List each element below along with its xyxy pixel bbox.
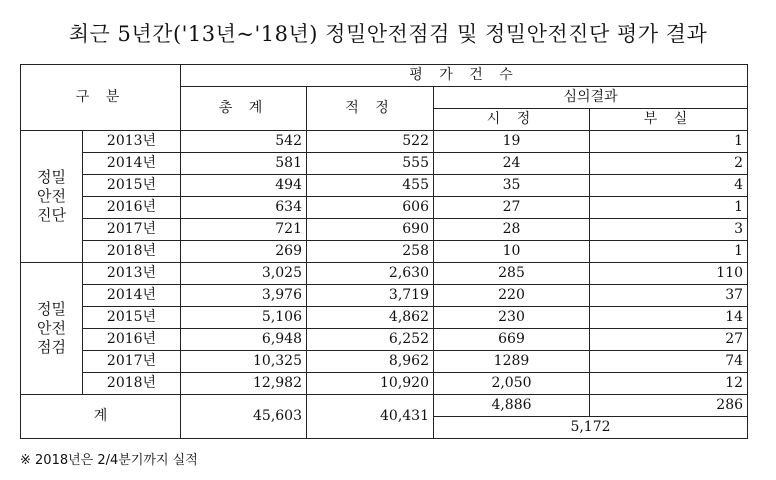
year-cell: 2016년 bbox=[83, 329, 181, 351]
total-cell: 494 bbox=[181, 175, 307, 197]
poor-cell: 110 bbox=[590, 263, 748, 285]
footnote: ※ 2018년은 2/4분기까지 실적 bbox=[20, 453, 198, 468]
poor-cell: 1 bbox=[590, 197, 748, 219]
corrected-cell: 35 bbox=[434, 175, 590, 197]
table-row bbox=[21, 263, 748, 285]
corrected-cell: 285 bbox=[434, 263, 590, 285]
header-review-result: 심의결과 bbox=[434, 87, 748, 109]
year-cell: 2017년 bbox=[83, 351, 181, 373]
page-title: 최근 5년간('13년~'18년) 정밀안전점검 및 정밀안전진단 평가 결과 bbox=[68, 22, 708, 46]
poor-cell: 1 bbox=[590, 131, 748, 153]
appropriate-cell: 555 bbox=[307, 153, 434, 175]
poor-cell: 3 bbox=[590, 219, 748, 241]
group-label-line: 진단 bbox=[37, 206, 66, 224]
year-cell: 2013년 bbox=[83, 131, 181, 153]
table-row bbox=[21, 197, 748, 219]
table-row bbox=[21, 175, 748, 197]
appropriate-cell: 522 bbox=[307, 131, 434, 153]
total-cell: 12,982 bbox=[181, 373, 307, 395]
header-corrected: 시 정 bbox=[434, 109, 590, 131]
appropriate-cell: 606 bbox=[307, 197, 434, 219]
total-cell: 10,325 bbox=[181, 351, 307, 373]
corrected-cell: 230 bbox=[434, 307, 590, 329]
corrected-cell: 10 bbox=[434, 241, 590, 263]
corrected-cell: 1289 bbox=[434, 351, 590, 373]
total-cell: 5,106 bbox=[181, 307, 307, 329]
group-label-line: 안전 bbox=[37, 187, 66, 205]
total-cell: 721 bbox=[181, 219, 307, 241]
header-division: 구 분 bbox=[21, 65, 181, 131]
poor-cell: 4 bbox=[590, 175, 748, 197]
appropriate-cell: 8,962 bbox=[307, 351, 434, 373]
group-label-line: 정밀 bbox=[37, 300, 66, 318]
sum-total: 45,603 bbox=[181, 395, 307, 439]
header-appropriate: 적 정 bbox=[307, 87, 434, 131]
evaluation-table bbox=[20, 64, 748, 439]
total-cell: 542 bbox=[181, 131, 307, 153]
group-label-line: 안전 bbox=[37, 319, 66, 337]
sum-poor: 286 bbox=[590, 395, 748, 417]
corrected-cell: 2,050 bbox=[434, 373, 590, 395]
year-cell: 2014년 bbox=[83, 285, 181, 307]
appropriate-cell: 2,630 bbox=[307, 263, 434, 285]
appropriate-cell: 258 bbox=[307, 241, 434, 263]
total-cell: 634 bbox=[181, 197, 307, 219]
poor-cell: 2 bbox=[590, 153, 748, 175]
year-cell: 2014년 bbox=[83, 153, 181, 175]
appropriate-cell: 690 bbox=[307, 219, 434, 241]
table-row bbox=[21, 241, 748, 263]
appropriate-cell: 6,252 bbox=[307, 329, 434, 351]
year-cell: 2013년 bbox=[83, 263, 181, 285]
year-cell: 2016년 bbox=[83, 197, 181, 219]
sum-review-total: 5,172 bbox=[434, 417, 748, 439]
corrected-cell: 24 bbox=[434, 153, 590, 175]
total-cell: 3,025 bbox=[181, 263, 307, 285]
corrected-cell: 27 bbox=[434, 197, 590, 219]
year-cell: 2017년 bbox=[83, 219, 181, 241]
header-eval-count: 평 가 건 수 bbox=[181, 65, 748, 87]
header-total: 총 계 bbox=[181, 87, 307, 131]
poor-cell: 1 bbox=[590, 241, 748, 263]
table-row bbox=[21, 329, 748, 351]
table-row bbox=[21, 153, 748, 175]
corrected-cell: 669 bbox=[434, 329, 590, 351]
group-label-line: 점검 bbox=[37, 338, 66, 356]
year-cell: 2018년 bbox=[83, 241, 181, 263]
appropriate-cell: 455 bbox=[307, 175, 434, 197]
table-row bbox=[21, 373, 748, 395]
group-label bbox=[21, 131, 83, 263]
poor-cell: 74 bbox=[590, 351, 748, 373]
corrected-cell: 19 bbox=[434, 131, 590, 153]
total-cell: 3,976 bbox=[181, 285, 307, 307]
sum-row bbox=[21, 395, 748, 417]
appropriate-cell: 4,862 bbox=[307, 307, 434, 329]
sum-appropriate: 40,431 bbox=[307, 395, 434, 439]
corrected-cell: 28 bbox=[434, 219, 590, 241]
header-poor: 부 실 bbox=[590, 109, 748, 131]
group-label bbox=[21, 263, 83, 395]
poor-cell: 37 bbox=[590, 285, 748, 307]
total-cell: 6,948 bbox=[181, 329, 307, 351]
appropriate-cell: 10,920 bbox=[307, 373, 434, 395]
year-cell: 2018년 bbox=[83, 373, 181, 395]
poor-cell: 27 bbox=[590, 329, 748, 351]
sum-label: 계 bbox=[21, 395, 181, 439]
appropriate-cell: 3,719 bbox=[307, 285, 434, 307]
table-row bbox=[21, 351, 748, 373]
year-cell: 2015년 bbox=[83, 307, 181, 329]
table-row bbox=[21, 219, 748, 241]
table-row bbox=[21, 307, 748, 329]
poor-cell: 14 bbox=[590, 307, 748, 329]
year-cell: 2015년 bbox=[83, 175, 181, 197]
table-row bbox=[21, 131, 748, 153]
poor-cell: 12 bbox=[590, 373, 748, 395]
table-row bbox=[21, 285, 748, 307]
sum-corrected: 4,886 bbox=[434, 395, 590, 417]
corrected-cell: 220 bbox=[434, 285, 590, 307]
total-cell: 269 bbox=[181, 241, 307, 263]
total-cell: 581 bbox=[181, 153, 307, 175]
group-label-line: 정밀 bbox=[37, 168, 66, 186]
